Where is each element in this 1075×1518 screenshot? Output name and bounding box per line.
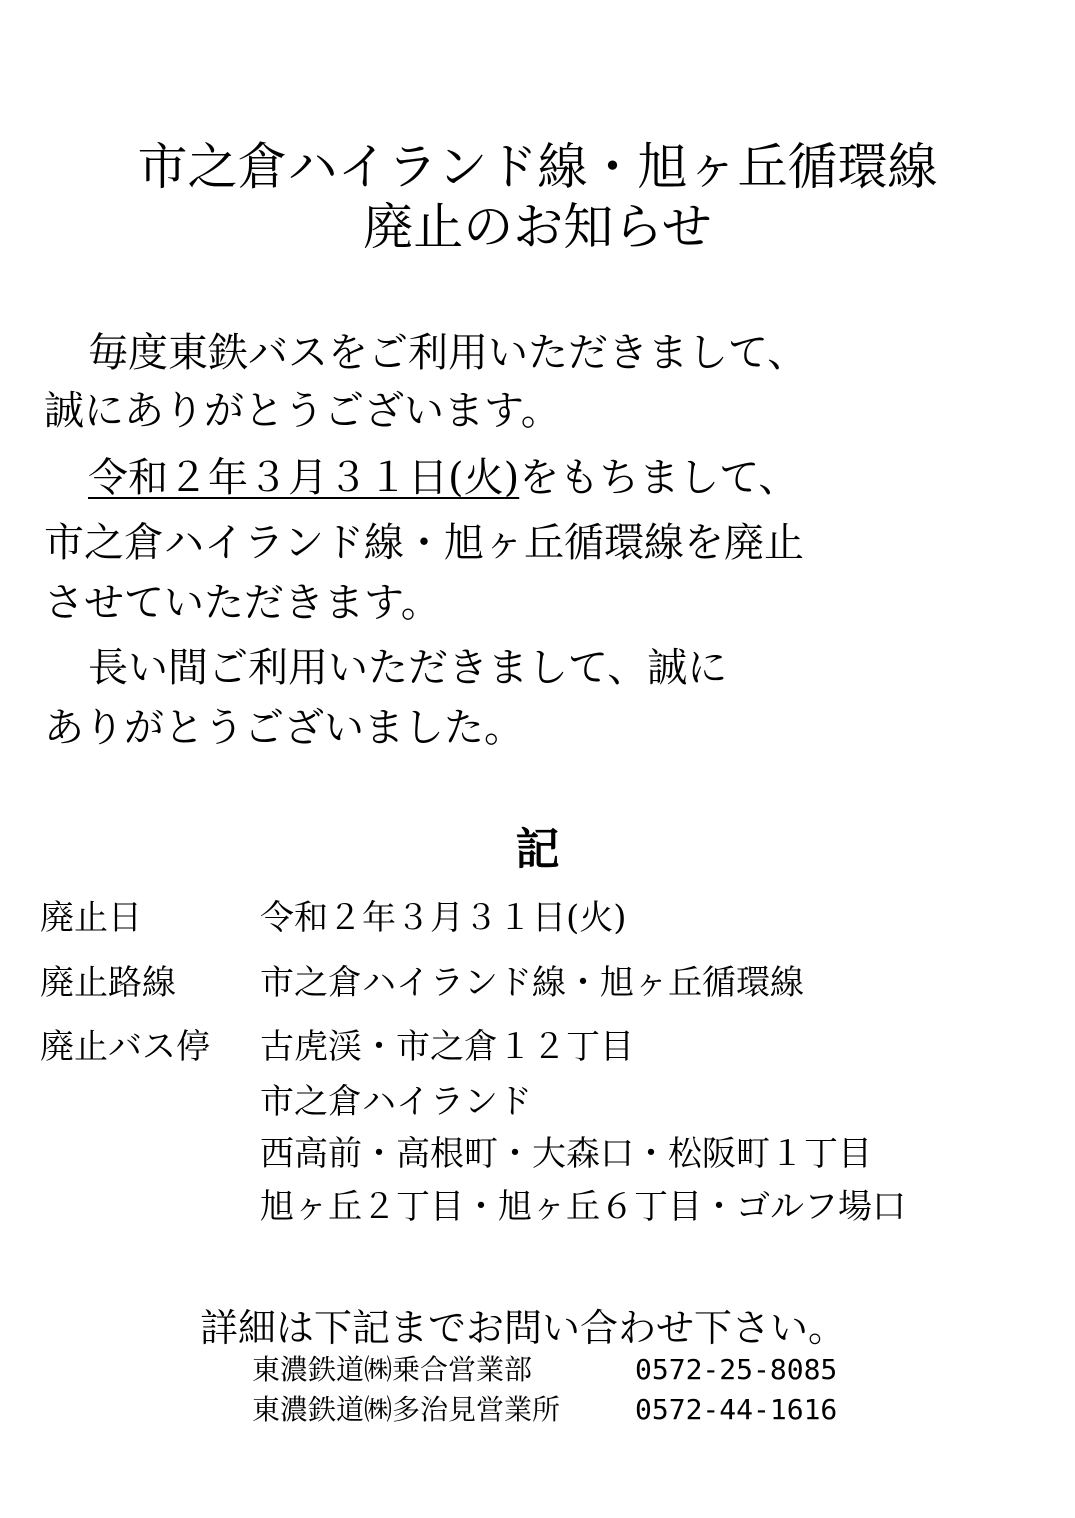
thanks-line-1: 長い間ご利用いただきまして、誠に bbox=[88, 645, 728, 691]
stop-line: 市之倉ハイランド bbox=[260, 1082, 532, 1122]
greeting-line-2: 誠にありがとうございます。 bbox=[44, 388, 561, 434]
route-value: 市之倉ハイランド線・旭ヶ丘循環線 bbox=[260, 963, 804, 1003]
office-phone: 0572-44-1616 bbox=[635, 1393, 838, 1426]
abolition-date-underlined: 令和２年３月３１日(火) bbox=[88, 455, 520, 501]
notice-line-3: させていただきます。 bbox=[44, 580, 441, 626]
thanks-line-2: ありがとうございました。 bbox=[44, 705, 524, 751]
notice-title-line-1: 市之倉ハイランド線・旭ヶ丘循環線 bbox=[137, 138, 938, 196]
notice-line-1-rest: をもちまして、 bbox=[519, 455, 799, 501]
stop-line: 古虎渓・市之倉１２丁目 bbox=[260, 1027, 634, 1067]
route-label: 廃止路線 bbox=[40, 963, 176, 1003]
end-date-value: 令和２年３月３１日(火) bbox=[260, 898, 627, 938]
office-name: 東濃鉄道㈱多治見営業所 bbox=[252, 1393, 561, 1426]
stop-line: 旭ヶ丘２丁目・旭ヶ丘６丁目・ゴルフ場口 bbox=[260, 1187, 906, 1227]
end-date-label: 廃止日 bbox=[40, 898, 142, 938]
stops-label: 廃止バス停 bbox=[40, 1027, 210, 1067]
notice-line-1 bbox=[88, 447, 798, 509]
office-name: 東濃鉄道㈱乗合営業部 bbox=[252, 1353, 533, 1386]
notice-line-2: 市之倉ハイランド線・旭ヶ丘循環線を廃止 bbox=[44, 520, 804, 566]
notice-title-line-2: 廃止のお知らせ bbox=[363, 198, 712, 256]
contact-lead: 詳細は下記までお問い合わせ下さい。 bbox=[200, 1306, 847, 1350]
office-phone: 0572-25-8085 bbox=[635, 1353, 838, 1386]
stop-line: 西高前・高根町・大森口・松阪町１丁目 bbox=[260, 1134, 872, 1174]
greeting-line-1: 毎度東鉄バスをご利用いただきまして、 bbox=[88, 330, 808, 376]
ki-heading: 記 bbox=[515, 824, 560, 875]
